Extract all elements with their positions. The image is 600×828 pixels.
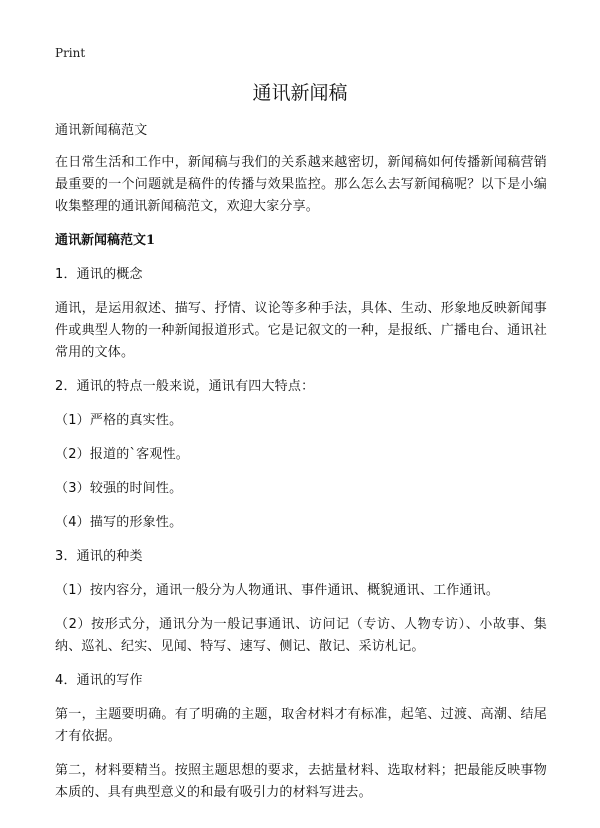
- writing-paragraph: 第一，主题要明确。有了明确的主题，取舍材料才有标准，起笔、过渡、高潮、结尾才有依据。: [55, 707, 547, 744]
- intro-paragraph: 在日常生活和工作中，新闻稿与我们的关系越来越密切，新闻稿如何传播新闻稿营销最重要的一个问题就是稿件的传播与效果监控。那么怎么去写新闻稿呢？以下是小编收集整理的通讯新闻稿范文，欢迎大家分享。: [55, 155, 547, 214]
- feature-item: （4）描写的形象性。: [55, 515, 183, 530]
- section-heading: 通讯新闻稿范文1: [55, 233, 156, 248]
- writing-paragraph: 第二，材料要精当。按照主题思想的要求，去掂量材料、选取材料；把最能反映事物本质的、具有典型意义的和最有吸引力的材料写进去。: [55, 763, 547, 800]
- feature-item: （1）严格的真实性。: [55, 413, 183, 428]
- writing-heading: 4．通讯的写作: [55, 673, 143, 688]
- types-paragraph: （1）按内容分，通讯一般分为人物通讯、事件通讯、概貌通讯、工作通讯。: [55, 583, 500, 598]
- article-subtitle: 通讯新闻稿范文: [55, 123, 148, 138]
- page-title: 通讯新闻稿: [252, 82, 348, 104]
- print-link[interactable]: Print: [55, 46, 86, 60]
- types-heading: 3．通讯的种类: [55, 549, 143, 564]
- feature-item: （3）较强的时间性。: [55, 481, 183, 496]
- concept-paragraph: 通讯，是运用叙述、描写、抒情、议论等多种手法，具体、生动、形象地反映新闻事件或典型人物的一种新闻报道形式。它是记叙文的一种，是报纸、广播电台、通讯社常用的文体。: [55, 301, 547, 360]
- features-heading: 2．通讯的特点一般来说，通讯有四大特点：: [55, 379, 315, 394]
- feature-item: （2）报道的`客观性。: [55, 447, 189, 462]
- article-body: [55, 120, 547, 816]
- types-paragraph: （2）按形式分，通讯分为一般记事通讯、访问记（专访、人物专访）、小故事、集纳、巡礼、纪实、见闻、特写、速写、侧记、散记、采访札记。: [55, 617, 547, 654]
- concept-heading: 1．通讯的概念: [55, 267, 143, 282]
